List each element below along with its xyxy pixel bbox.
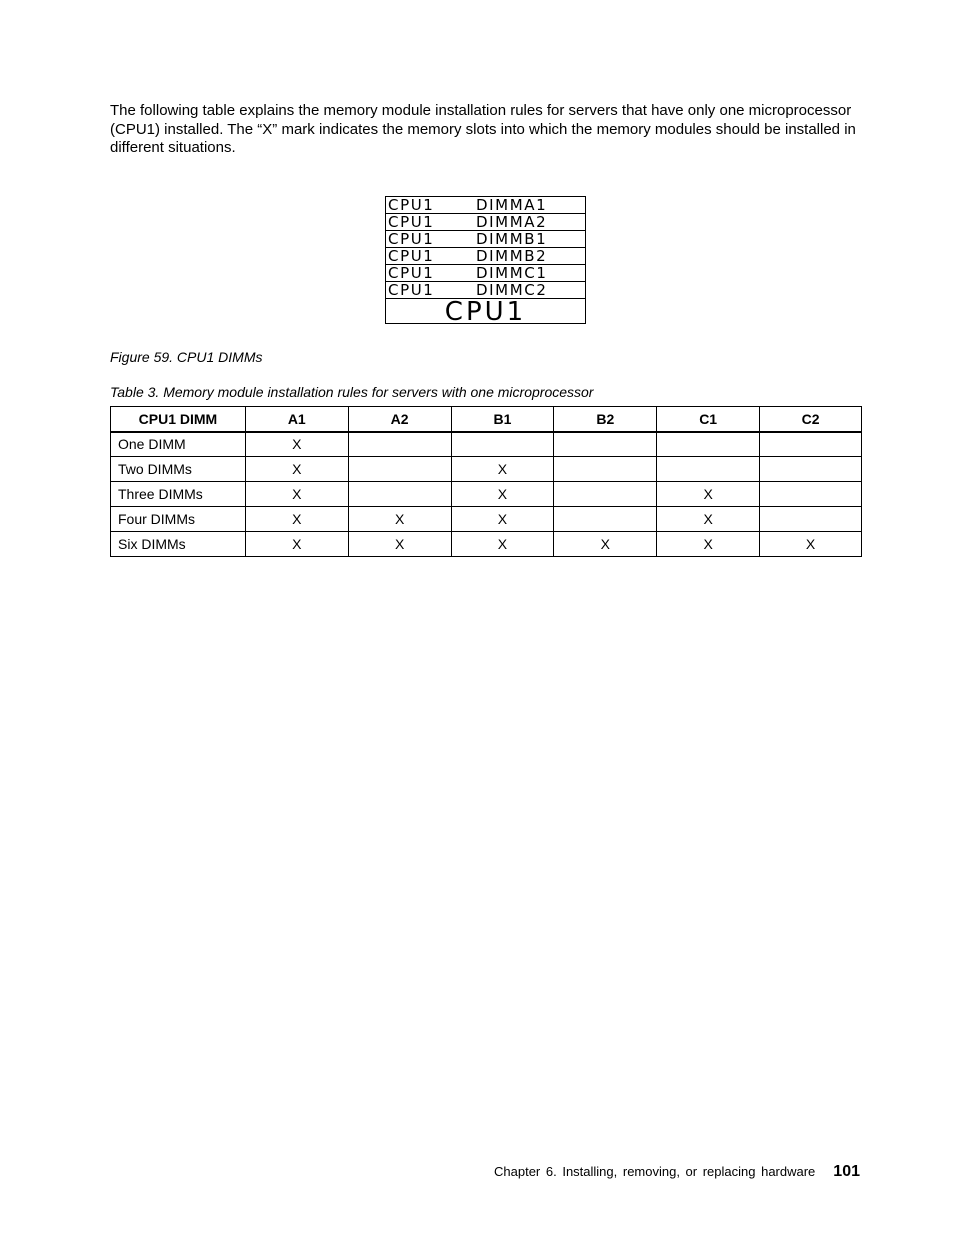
page-footer — [494, 1163, 860, 1181]
table-cell — [760, 507, 862, 532]
table-cell: X — [554, 532, 657, 557]
slot-dimm-label: DIMMA1 — [476, 195, 548, 214]
slot-dimm-label: DIMMC1 — [476, 263, 548, 282]
table-cell: X — [657, 482, 760, 507]
slot-cpu-label: CPU1 — [388, 212, 435, 231]
dimm-slot-a1 — [386, 197, 585, 214]
table-row — [111, 432, 862, 457]
table-cell: X — [245, 482, 348, 507]
column-header: B1 — [451, 407, 554, 432]
row-label: Three DIMMs — [111, 482, 246, 507]
dimm-slot-b2 — [386, 248, 585, 265]
slot-dimm-label: DIMMB2 — [476, 246, 548, 265]
table-cell — [348, 457, 451, 482]
table-cell: X — [245, 457, 348, 482]
table-cell — [554, 432, 657, 457]
page-number: 101 — [833, 1163, 860, 1180]
dimm-slot-b1 — [386, 231, 585, 248]
table-cell — [760, 482, 862, 507]
slot-dimm-label: DIMMA2 — [476, 212, 548, 231]
table-cell: X — [245, 532, 348, 557]
table-cell: X — [451, 532, 554, 557]
table-cell — [760, 432, 862, 457]
table-cell: X — [657, 507, 760, 532]
slot-dimm-label: DIMMB1 — [476, 229, 548, 248]
column-header: CPU1 DIMM — [111, 407, 246, 432]
table-cell: X — [245, 507, 348, 532]
table-cell: X — [657, 532, 760, 557]
column-header: A1 — [245, 407, 348, 432]
slot-cpu-label: CPU1 — [388, 263, 435, 282]
table-cell — [348, 432, 451, 457]
slot-cpu-label: CPU1 — [388, 246, 435, 265]
dimm-slot-a2 — [386, 214, 585, 231]
table-row — [111, 457, 862, 482]
table-row — [111, 532, 862, 557]
dimm-slot-c1 — [386, 265, 585, 282]
column-header: B2 — [554, 407, 657, 432]
table-row — [111, 507, 862, 532]
table-cell — [554, 507, 657, 532]
intro-paragraph: The following table explains the memory module installation rules for servers that have only one microprocessor (CPU1) installed. The “X” mark indicates the memory slots into which the memory modules should be installed in different situations. — [110, 102, 856, 156]
chapter-title: Chapter 6. Installing, removing, or replacing hardware — [494, 1164, 816, 1179]
column-header: C1 — [657, 407, 760, 432]
row-label: Two DIMMs — [111, 457, 246, 482]
table-cell — [451, 432, 554, 457]
cpu1-dimm-diagram — [385, 195, 586, 327]
table-cell: X — [348, 532, 451, 557]
column-header: C2 — [760, 407, 862, 432]
installation-rules-table — [110, 406, 862, 557]
table-header-row — [111, 407, 862, 432]
row-label: One DIMM — [111, 432, 246, 457]
table-cell: X — [245, 432, 348, 457]
cpu-socket-label: CPU1 — [444, 297, 527, 327]
table-cell: X — [451, 507, 554, 532]
table-row — [111, 482, 862, 507]
column-header: A2 — [348, 407, 451, 432]
table-cell: X — [760, 532, 862, 557]
table-cell — [348, 482, 451, 507]
table-cell — [554, 457, 657, 482]
slot-cpu-label: CPU1 — [388, 229, 435, 248]
table-cell — [760, 457, 862, 482]
figure-caption: Figure 59. CPU1 DIMMs — [110, 349, 263, 365]
slot-dimm-label: DIMMC2 — [476, 280, 548, 299]
table-cell: X — [451, 457, 554, 482]
table-cell — [657, 457, 760, 482]
table-cell: X — [348, 507, 451, 532]
row-label: Four DIMMs — [111, 507, 246, 532]
table-cell: X — [451, 482, 554, 507]
table-cell — [554, 482, 657, 507]
table-caption: Table 3. Memory module installation rules for servers with one microprocessor — [110, 384, 594, 400]
table-cell — [657, 432, 760, 457]
slot-cpu-label: CPU1 — [388, 195, 435, 214]
row-label: Six DIMMs — [111, 532, 246, 557]
slot-cpu-label: CPU1 — [388, 280, 435, 299]
